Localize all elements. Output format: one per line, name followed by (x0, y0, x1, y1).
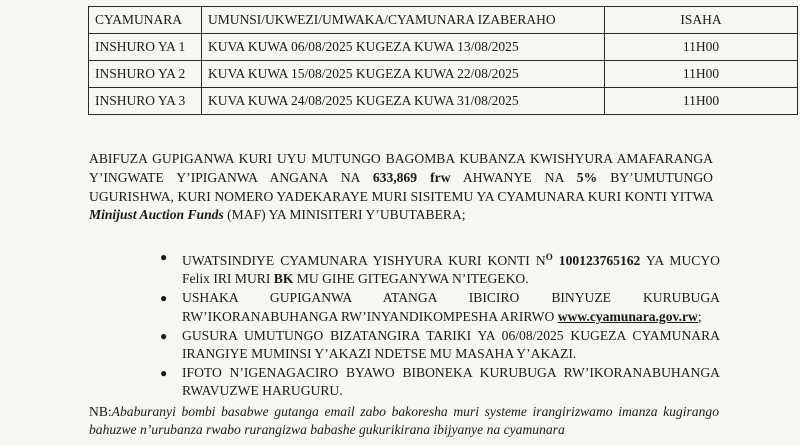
note-prefix: NB: (89, 404, 112, 419)
deposit-amount: 633,869 frw (372, 169, 451, 185)
website-link[interactable]: www.cyamunara.gov.rw (557, 308, 698, 324)
row-time: 11H00 (605, 34, 798, 61)
row-label: INSHURO YA 1 (89, 34, 202, 61)
row-time: 11H00 (605, 88, 798, 115)
list-item (160, 364, 720, 400)
deposit-paragraph (89, 150, 713, 225)
account-name: Minijust Auction Funds (89, 207, 224, 223)
header-time: ISAHA (605, 7, 798, 34)
deposit-percent: 5% (576, 169, 598, 185)
paragraph-text: BY’UMUTUNGO UGURISHWA, KURI NOMERO YADEKARAYE MURI SISITEMU YA CYAMUNARA KURI KONTI YITWA (89, 169, 713, 204)
item-text: GUSURA UMUTUNGO BIZATANGIRA TARIKI YA 06/08/2025 KUGEZA CYAMUNARA IRANGIYE MUMINSI Y’AKAZI NDETSE MU MASAHA Y’AKAZI. (182, 327, 720, 362)
item-text: MU GIHE GITEGANYWA N’ITEGEKO. (293, 271, 529, 287)
list-item (160, 289, 720, 325)
row-label: INSHURO YA 3 (89, 88, 202, 115)
list-item (160, 327, 720, 363)
row-dates: KUVA KUWA 15/08/2025 KUGEZA KUWA 22/08/2025 (202, 61, 605, 88)
row-label: INSHURO YA 2 (89, 61, 202, 88)
bullet-icon: ● (160, 366, 168, 381)
auction-schedule-table (88, 6, 798, 115)
paragraph-text: AHWANYE NA (450, 169, 577, 185)
item-text: YA MUCYO Felix IRI MURI (182, 253, 720, 287)
row-dates: KUVA KUWA 24/08/2025 KUGEZA KUWA 31/08/2025 (202, 88, 605, 115)
row-dates: KUVA KUWA 06/08/2025 KUGEZA KUWA 13/08/2025 (202, 34, 605, 61)
paragraph-text: (MAF) YA MINISITERI Y’UBUTABERA; (223, 207, 466, 223)
item-text: USHAKA GUPIGANWA ATANGA IBICIRO BINYUZE KURUBUGA RW’IKORANABUHANGA RW’INYANDIKOMPESHA ARIRWO (182, 290, 720, 324)
bullet-icon: ● (160, 250, 168, 264)
header-date: UMUNSI/UKWEZI/UMWAKA/CYAMUNARA IZABERAHO (202, 7, 605, 34)
table-row (89, 88, 798, 115)
bullet-icon: ● (160, 291, 168, 306)
table-row (89, 34, 798, 61)
header-cyamunara: CYAMUNARA (89, 7, 202, 34)
note-paragraph (89, 403, 719, 439)
row-time: 11H00 (605, 61, 798, 88)
item-text: IFOTO N’IGENAGACIRO BYAWO BIBONEKA KURUBUGA RW’IKORANABUHANGA RWAVUZWE HARUGURU. (182, 365, 720, 399)
bullet-icon: ● (160, 328, 168, 343)
conditions-list (160, 248, 720, 402)
bank-name: BK (273, 271, 294, 287)
table-header-row (89, 7, 798, 34)
note-text: Ababuranyi bombi basabwe gutanga email zabo bakoresha muri systeme irangirizwamo imanza kugirango bahuzwe n’urubanza rwabo rurangizwa babashe gukurikirana ibijyanye na cyamunara (89, 404, 719, 437)
item-text: UWATSINDIYE CYAMUNARA YISHYURA KURI KONTI N (182, 253, 546, 268)
list-item (160, 248, 720, 288)
superscript-o: O (545, 252, 553, 262)
table-row (89, 61, 798, 88)
item-text: ; (697, 308, 702, 324)
paragraph-text: ABIFUZA GUPIGANWA KURI UYU MUTUNGO BAGOMBA KUBANZA KWISHYURA AMAFARANGA Y’INGWATE Y’IPIGANWA ANGANA NA (89, 151, 713, 185)
account-number: 100123765162 (558, 253, 641, 268)
